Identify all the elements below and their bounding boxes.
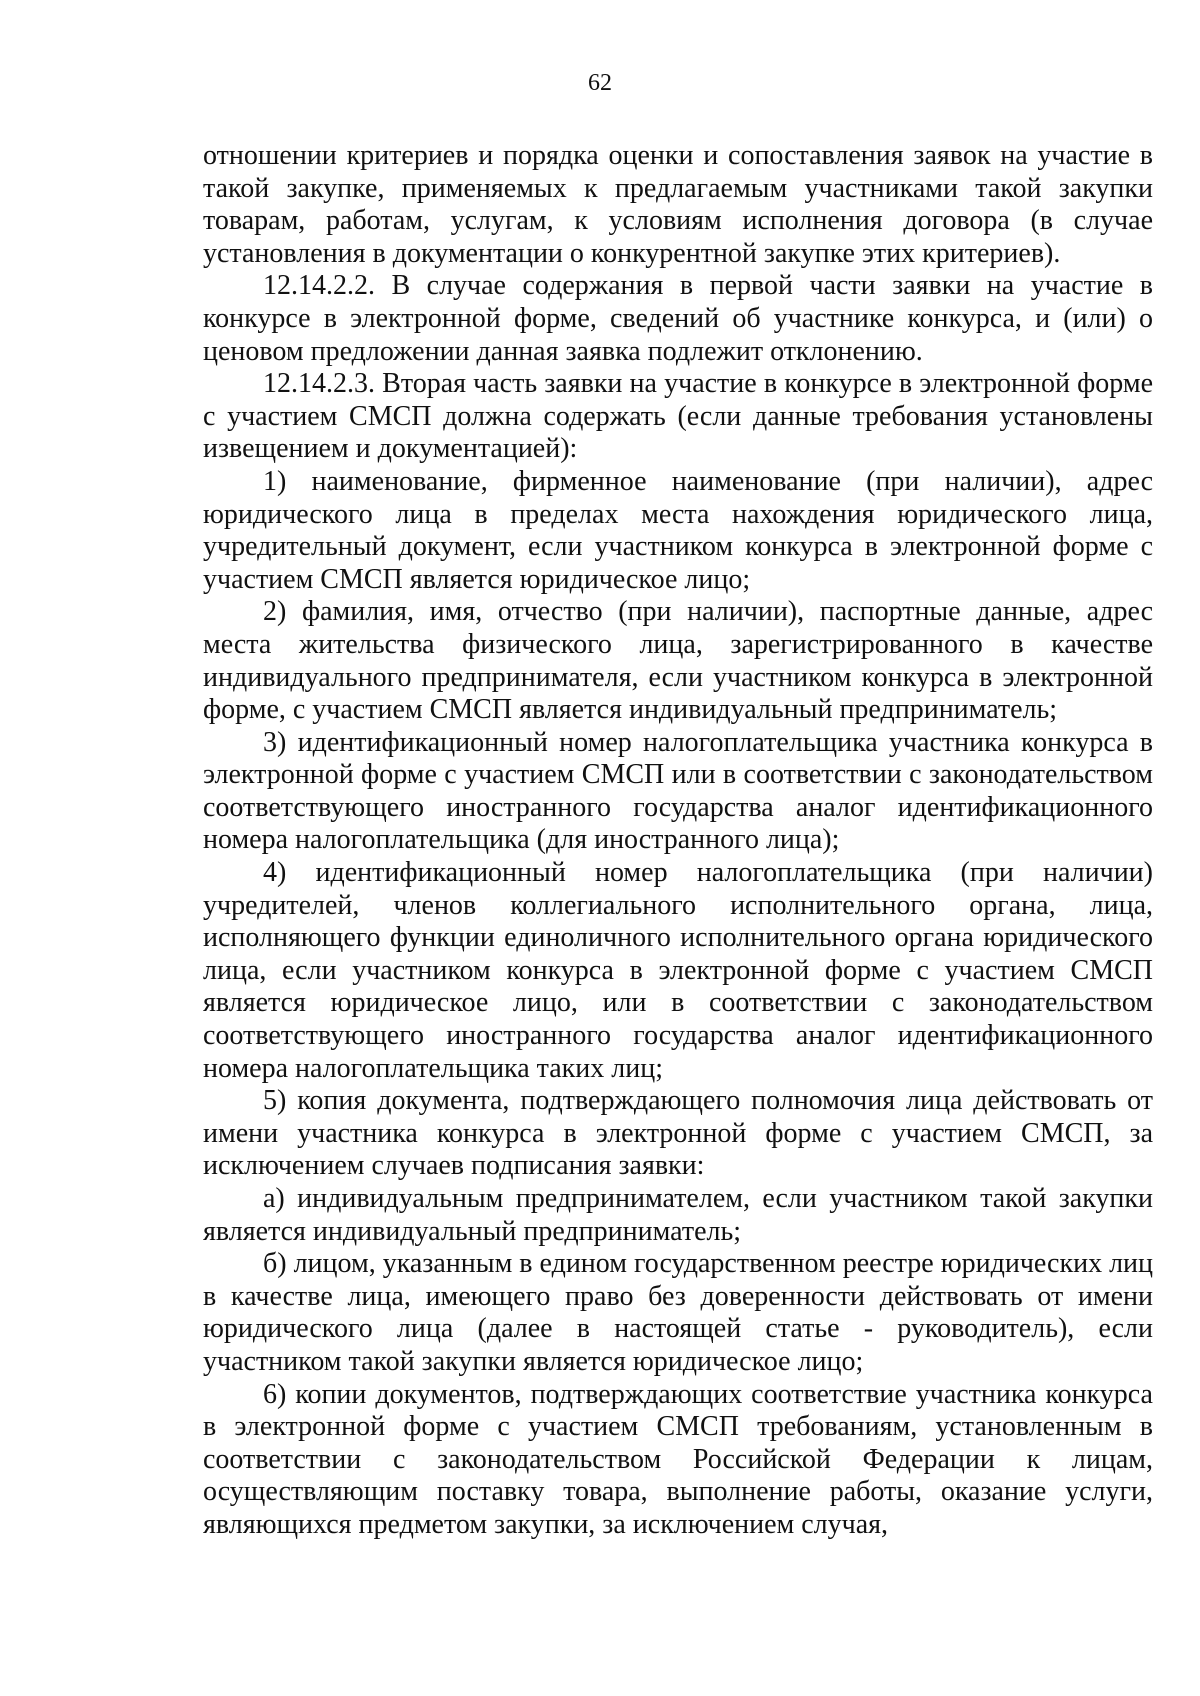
list-item-2: 2) фамилия, имя, отчество (при наличии), паспортные данные, адрес места жительства физического лица, зарегистрированного в качестве индивидуального предпринимателя, если участником конкурса в электронной форме, с участием СМСП является индивидуальный предприниматель; — [203, 596, 1153, 726]
list-item-5b: б) лицом, указанным в едином государственном реестре юридических лиц в качестве лица, имеющего право без доверенности действовать от имени юридического лица (далее в настоящей статье - руководитель), если участником такой закупки является юридическое лицо; — [203, 1248, 1154, 1377]
paragraph-continued: отношении критериев и порядка оценки и сопоставления заявок на участие в такой закупке, применяемых к предлагаемым участниками такой закупки товарам, работам, услугам, к условиям исполнения договора (в случае установления в документации о конкурентной закупке этих критериев). — [203, 140, 1153, 269]
paragraph-12-14-2-3: 12.14.2.3. Вторая часть заявки на участие в конкурсе в электронной форме с участием СМСП должна содержать (если данные требования установлены извещением и документацией): — [203, 368, 1153, 465]
paragraph-12-14-2-2: 12.14.2.2. В случае содержания в первой части заявки на участие в конкурсе в электронной форме, сведений об участнике конкурса, и (или) о ценовом предложении данная заявка подлежит отклонению. — [203, 270, 1153, 367]
list-item-3: 3) идентификационный номер налогоплательщика участника конкурса в электронной форме с участием СМСП или в соответствии с законодательством соответствующего иностранного государства аналог идентификационного номера налогоплательщика (для иностранного лица); — [203, 726, 1153, 856]
page-number: 62 — [588, 70, 612, 96]
list-item-6: 6) копии документов, подтверждающих соответствие участника конкурса в электронной форме с участием СМСП требованиям, установленным в соответствии с законодательством Российской Федерации к лицам, осуществляющим поставку товара, выполнение работы, оказание услуги, являющихся предметом закупки, за исключением случая, — [203, 1378, 1153, 1540]
list-item-5: 5) копия документа, подтверждающего полномочия лица действовать от имени участника конкурса в электронной форме с участием СМСП, за исключением случаев подписания заявки: — [203, 1085, 1153, 1182]
document-body — [203, 140, 1153, 1542]
list-item-5a: а) индивидуальным предпринимателем, если участником такой закупки является индивидуальный предприниматель; — [203, 1183, 1153, 1247]
list-item-4: 4) идентификационный номер налогоплательщика (при наличии) учредителей, членов коллегиального исполнительного органа, лица, исполняющего функции единоличного исполнительного органа юридического лица, если участником конкурса в электронной форме с участием СМСП является юридическое лицо, или в соответствии с законодательством соответствующего иностранного государства аналог идентификационного номера налогоплательщика таких лиц; — [203, 857, 1153, 1084]
list-item-1: 1) наименование, фирменное наименование (при наличии), адрес юридического лица в пределах места нахождения юридического лица, учредительный документ, если участником конкурса в электронной форме с участием СМСП является юридическое лицо; — [203, 465, 1153, 595]
